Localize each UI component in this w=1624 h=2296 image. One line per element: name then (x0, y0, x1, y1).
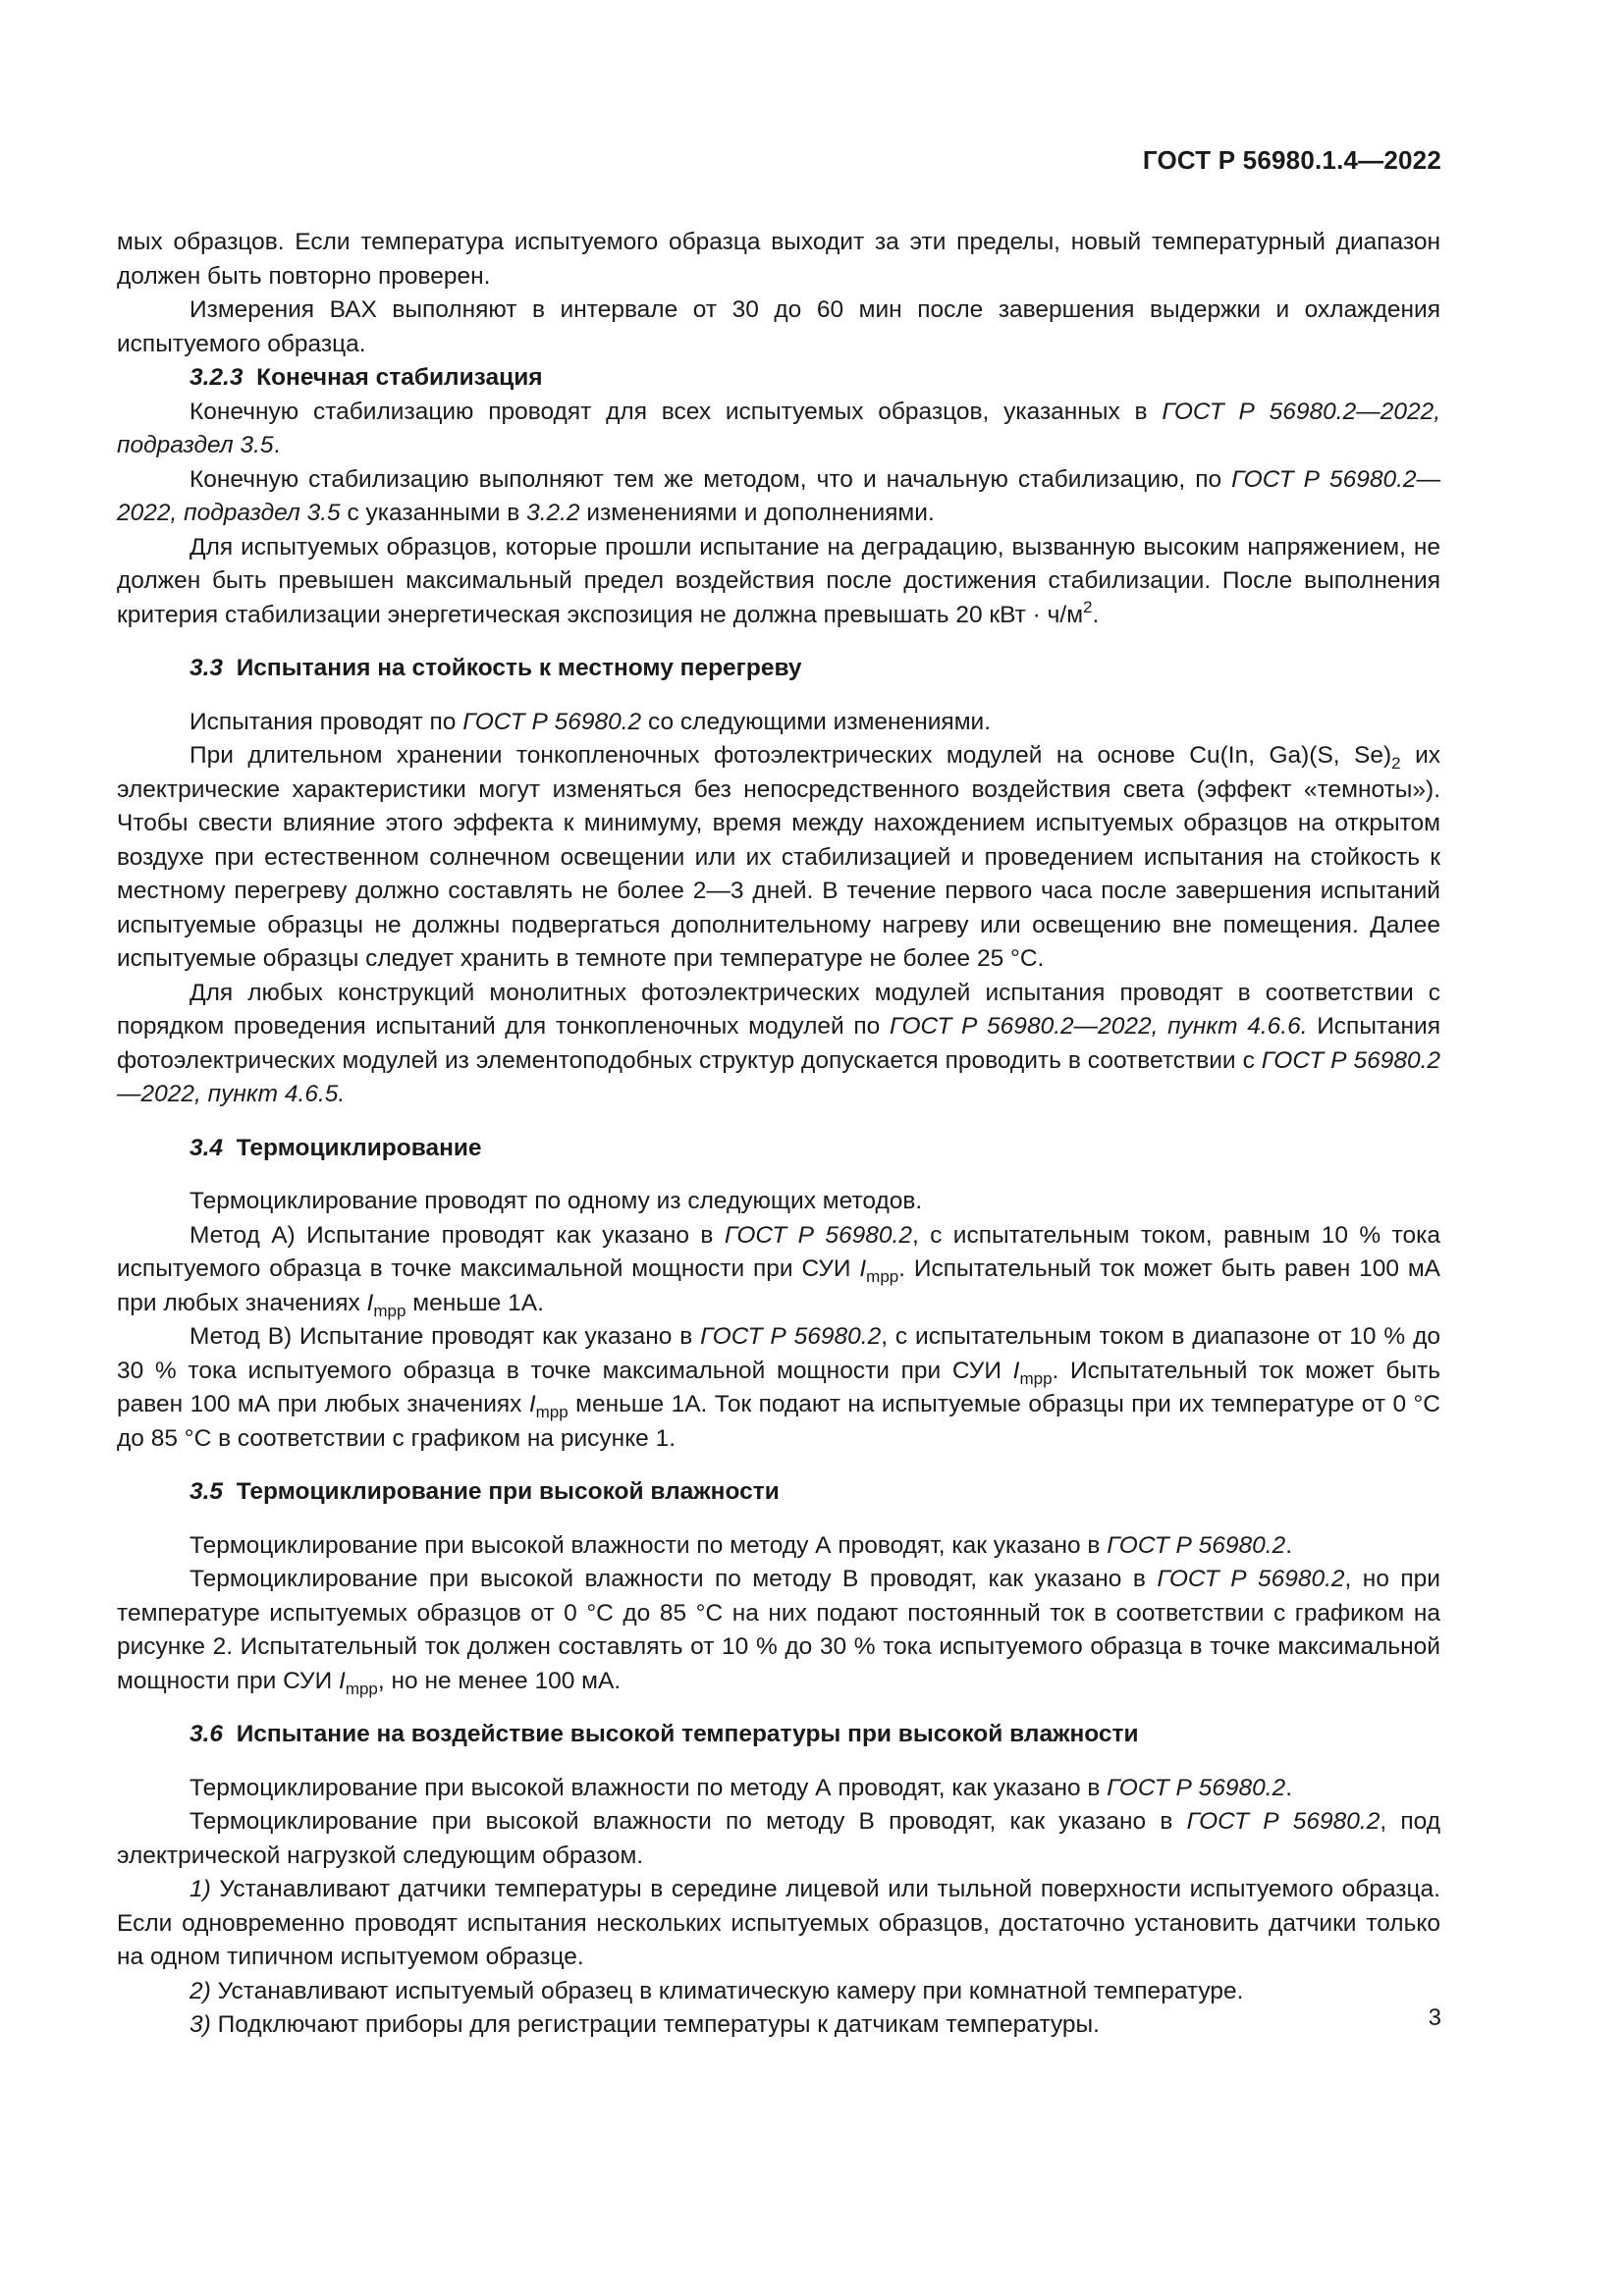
paragraph: Для испытуемых образцов, которые прошли испытание на деградацию, вызванную высоким напряжением, не должен быть превышен максимальный предел воздействия после достижения стабилизации. После выполнения критерия стабилизации энергетическая экспозиция не должна превышать 20 кВт · $ч/м^2$. (117, 533, 1440, 628)
page-number: 3 (1428, 2004, 1441, 2031)
document-code: ГОСТ Р 56980.1.4—2022 (1142, 145, 1441, 175)
section-title: Конечная стабилизация (256, 364, 543, 391)
list-item: 1) Устанавливают датчики температуры в середине лицевой или тыльной поверхности испытуемого образца. Если одновременно проводят испытания нескольких испытуемых образцов, достаточно установить датчики только на одном типичном испытуемом образце. (117, 1876, 1440, 1970)
standard-reference: ГОСТ Р 56980.2—2022, пункт 4.6.5. (117, 1046, 1440, 1107)
list-number: 1) (189, 1876, 211, 1902)
paragraph: Метод В) Испытание проводят как указано в ГОСТ Р 56980.2, с испытательным током в диапазоне от 10 % до 30 % тока испытуемого образца в точке максимальной мощности при СУИ $I_{mpp}$. Испытательный ток может быть равен 100 мА при любых значениях $I_{mpp}$ меньше 1А. Ток подают на испытуемые образцы при их температуре от 0 °С до 85 °С в соответствии с графиком на рисунке 1. (117, 1323, 1441, 1452)
paragraph: Термоциклирование при высокой влажности по методу А проводят, как указано в ГОСТ Р 56980.2. (189, 1531, 1293, 1559)
section-title: Испытание на воздействие высокой температуры при высокой влажности (236, 1721, 1139, 1747)
paragraph: При длительном хранении тонкопленочных фотоэлектрических модулей на основе Cu(In, Ga)(S, $Se)_2$ их электрические характеристики могут изменяться без непосредственного воздействия света (эффект «темноты»). Чтобы свести влияние этого эффекта к минимуму, время между нахождением испытуемых образцов на открытом воздухе при естественном солнечном освещении или их стабилизацией и проведением испытания на стойкость к местному перегреву должно составлять не более 2—3 дней. В течение первого часа после завершения испытаний испытуемые образцы не должны подвергаться дополнительному нагреву или освещению вне помещения. Далее испытуемые образцы следует хранить в темноте при температуре не более 25 °С. (117, 742, 1441, 972)
paragraph: Измерения ВАХ выполняют в интервале от 30 до 60 мин после завершения выдержки и охлаждения испытуемого образца. (117, 296, 1440, 357)
section-title: Испытания на стойкость к местному перегреву (236, 655, 802, 681)
list-item: 2) Устанавливают испытуемый образец в климатическую камеру при комнатной температуре. (189, 1977, 1244, 2004)
section-title: Термоциклирование (236, 1134, 482, 1161)
paragraph: Для любых конструкций монолитных фотоэлектрических модулей испытания проводят в соответствии с порядком проведения испытаний для тонкопленочных модулей по ГОСТ Р 56980.2—2022, пункт 4.6.6. Испытания фотоэлектрических модулей из элементоподобных структур допускается проводить в соответствии с ГОСТ Р 56980.2—2022, пункт 4.6.5. (117, 979, 1440, 1107)
section-heading-3-6 (117, 1718, 1440, 1752)
section-number: 3.6 (189, 1721, 224, 1747)
paragraph: мых образцов. Если температура испытуемого образца выходит за эти пределы, новый температурный диапазон должен быть повторно проверен. (117, 229, 1440, 290)
standard-reference: ГОСТ Р 56980.2—2022, подраздел 3.5 (117, 465, 1441, 526)
standard-reference: ГОСТ Р 56980.2 (1186, 1808, 1380, 1835)
standard-reference: ГОСТ Р 56980.2 (1107, 1774, 1286, 1801)
paragraph: Испытания проводят по ГОСТ Р 56980.2 со следующими изменениями. (189, 708, 992, 735)
paragraph: Термоциклирование проводят по одному из следующих методов. (189, 1188, 923, 1214)
clause-reference: 3.2.2 (526, 500, 580, 526)
list-number: 2) (189, 1977, 211, 2004)
standard-reference: ГОСТ Р 56980.2 (462, 708, 642, 735)
standard-reference: ГОСТ Р 56980.2 (724, 1221, 912, 1249)
standard-reference: ГОСТ Р 56980.2 (700, 1323, 882, 1350)
document-body (117, 226, 1440, 2043)
paragraph: Метод А) Испытание проводят как указано в ГОСТ Р 56980.2, с испытательным током, равным 10 % тока испытуемого образца в точке максимальной мощности при СУИ $I_{mpp}$. Испытательный ток может быть равен 100 мА при любых значениях $I_{mpp}$ меньше 1А. (117, 1221, 1440, 1320)
section-heading-3-2-3 (117, 361, 1440, 396)
paragraph: Термоциклирование при высокой влажности по методу В проводят, как указано в ГОСТ Р 56980.2, под электрической нагрузкой следующим образом. (117, 1808, 1441, 1869)
paragraph: Конечную стабилизацию выполняют тем же методом, что и начальную стабилизацию, по ГОСТ Р 56980.2—2022, подраздел 3.5 с указанными в 3.2.2 изменениями и дополнениями. (117, 465, 1441, 526)
standard-reference: ГОСТ Р 56980.2 (1107, 1531, 1286, 1559)
list-item: 3) Подключают приборы для регистрации температуры к датчикам температуры. (189, 2011, 1100, 2038)
paragraph: Термоциклирование при высокой влажности по методу А проводят, как указано в ГОСТ Р 56980.2. (189, 1774, 1293, 1801)
section-heading-3-3 (117, 652, 1440, 686)
section-number: 3.2.3 (189, 364, 244, 391)
list-number: 3) (189, 2011, 211, 2038)
section-number: 3.4 (189, 1134, 224, 1161)
section-number: 3.3 (189, 655, 224, 681)
section-heading-3-5 (117, 1475, 1440, 1510)
paragraph: Термоциклирование при высокой влажности по методу В проводят, как указано в ГОСТ Р 56980.2, но при температуре испытуемых образцов от 0 °С до 85 °С на них подают постоянный ток в соответствии с графиком на рисунке 2. Испытательный ток должен составлять от 10 % до 30 % тока испытуемого образца в точке максимальной мощности при СУИ $I_{mpp}$, но не менее 100 мА. (117, 1566, 1440, 1698)
paragraph: Конечную стабилизацию проводят для всех испытуемых образцов, указанных в ГОСТ Р 56980.2—2022, подраздел 3.5. (117, 398, 1440, 458)
standard-reference: ГОСТ Р 56980.2—2022, пункт 4.6.6. (889, 1013, 1308, 1040)
standard-reference: ГОСТ Р 56980.2 (1157, 1566, 1345, 1592)
standard-reference: ГОСТ Р 56980.2—2022, подраздел 3.5 (117, 398, 1440, 458)
section-title: Термоциклирование при высокой влажности (236, 1478, 780, 1505)
section-number: 3.5 (189, 1478, 224, 1505)
section-heading-3-4 (117, 1132, 1440, 1166)
